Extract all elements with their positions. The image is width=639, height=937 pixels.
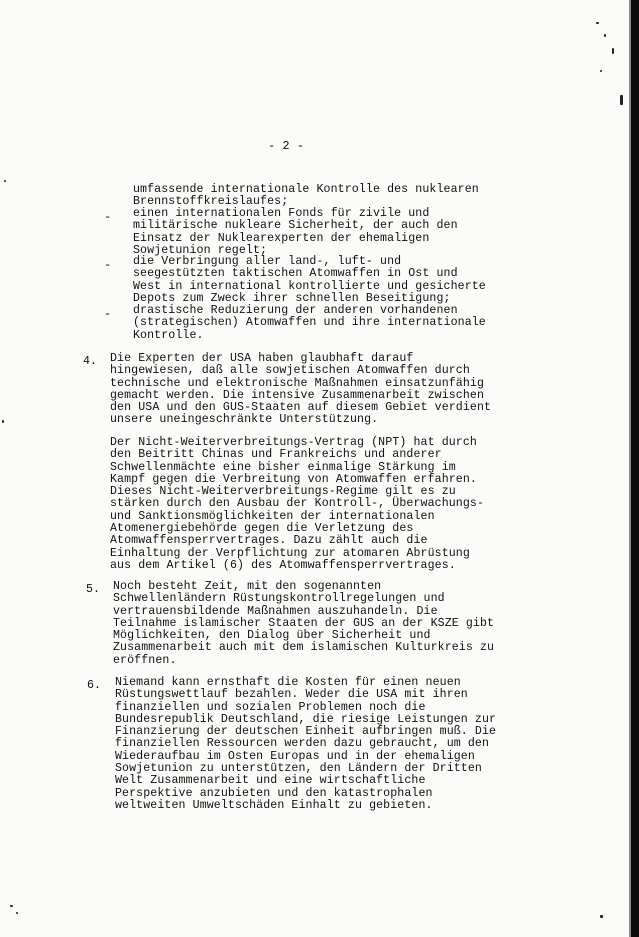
text-line: Einsatz der Nuklearexperten der ehemaligen bbox=[133, 231, 430, 245]
text-line: den USA und den GUS-Staaten auf diesem Gebiet verdient bbox=[110, 401, 492, 415]
bullet-marker: - bbox=[104, 258, 112, 272]
bullet-marker: - bbox=[104, 307, 112, 321]
text-line: drastische Reduzierung der anderen vorhandenen bbox=[133, 304, 458, 317]
text-line: Depots zum Zweck ihrer schnellen Beseitigung; bbox=[133, 291, 451, 305]
text-line: Einhaltung der Verpflichtung zur atomaren Abrüstung bbox=[110, 546, 470, 560]
scan-speck bbox=[600, 915, 603, 918]
text-line: Schwellenmächte eine bisher einmalige Stärkung im bbox=[110, 460, 456, 474]
bullet-item bbox=[133, 256, 486, 305]
text-line: Dieses Nicht-Weiterverbreitungs-Regime gilt es zu bbox=[110, 485, 456, 499]
text-line: umfassende internationale Kontrolle des nuklearen bbox=[133, 183, 479, 196]
scan-speck bbox=[612, 48, 614, 54]
text-line: hingewiesen, daß alle sowjetischen Atomwaffen durch bbox=[110, 364, 470, 378]
section-paragraph bbox=[113, 581, 494, 667]
section-number: 4. bbox=[83, 355, 97, 368]
text-line: Die Experten der USA haben glaubhaft darauf bbox=[110, 352, 414, 365]
scan-speck bbox=[16, 912, 18, 914]
text-line: weltweiten Umweltschäden Einhalt zu gebieten. bbox=[115, 798, 433, 812]
text-line: Sowjetunion zu unterstützen, den Ländern der Dritten bbox=[115, 762, 482, 776]
text-line: Finanzierung der deutschen Einheit aufbringen muß. Die bbox=[115, 725, 497, 739]
text-line: eröffnen. bbox=[113, 653, 177, 667]
text-line: Zusammenarbeit auch mit dem islamischen Kulturkreis zu bbox=[113, 641, 495, 655]
text-line: technische und elektronische Maßnahmen einsatzunfähig bbox=[110, 376, 485, 390]
text-line: Möglichkeiten, den Dialog über Sicherheit und bbox=[113, 629, 431, 643]
bullet-item bbox=[133, 305, 486, 342]
list-continuation bbox=[133, 184, 479, 209]
text-line: aus dem Artikel (6) des Atomwaffensperrvertrages. bbox=[110, 558, 456, 572]
text-line: Brennstoffkreislaufes; bbox=[133, 195, 289, 209]
text-line: einen internationalen Fonds für zivile und bbox=[133, 207, 430, 220]
scan-speck bbox=[620, 95, 623, 105]
text-line: Welt Zusammenarbeit und eine wirtschaftliche bbox=[115, 774, 426, 788]
text-line: Niemand kann ernsthaft die Kosten für einen neuen bbox=[115, 676, 461, 689]
text-line: Perspektive anzubieten und den katastrophalen bbox=[115, 786, 433, 800]
scan-speck bbox=[600, 70, 602, 72]
text-line: seegestützten taktischen Atomwaffen in Ost und bbox=[133, 267, 458, 281]
text-line: Kontrolle. bbox=[133, 328, 204, 342]
section-number: 6. bbox=[87, 679, 101, 692]
text-line: gemacht werden. Die intensive Zusammenarbeit zwischen bbox=[110, 388, 485, 402]
scan-speck bbox=[596, 22, 599, 24]
section-paragraph bbox=[110, 353, 491, 427]
text-line: Schwellenländern Rüstungskontrollregelungen und bbox=[113, 592, 445, 606]
text-line: und Sanktionsmöglichkeiten der internationalen bbox=[110, 509, 435, 523]
section-number: 5. bbox=[86, 583, 100, 596]
text-line: Sowjetunion regelt; bbox=[133, 243, 268, 257]
bullet-marker: - bbox=[104, 210, 112, 224]
text-line: stärken durch den Ausbau der Kontroll-, Überwachungs- bbox=[110, 497, 485, 511]
text-line: Wiederaufbau im Osten Europas und in der ehemaligen bbox=[115, 749, 475, 763]
text-line: Rüstungswettlauf bezahlen. Weder die USA mit ihren bbox=[115, 688, 468, 702]
text-line: vertrauensbildende Maßnahmen auszuhandeln. Die bbox=[113, 604, 438, 618]
section-paragraph bbox=[115, 677, 496, 812]
text-line: finanziellen Ressourcen werden dazu gebraucht, um den bbox=[115, 737, 490, 751]
scan-speck bbox=[4, 180, 6, 182]
scan-speck bbox=[2, 420, 4, 423]
text-line: militärische nukleare Sicherheit, der auch den bbox=[133, 219, 458, 233]
text-line: Bundesrepublik Deutschland, die riesige Leistungen zur bbox=[115, 712, 497, 726]
text-line: den Beitritt Chinas und Frankreichs und anderer bbox=[110, 448, 442, 462]
text-line: unsere uneingeschränkte Unterstützung. bbox=[110, 413, 379, 427]
scan-edge bbox=[631, 0, 639, 937]
section-paragraph bbox=[110, 437, 484, 572]
text-line: West in international kontrollierte und gesicherte bbox=[133, 279, 486, 293]
text-line: (strategischen) Atomwaffen und ihre internationale bbox=[133, 316, 486, 330]
text-line: Kampf gegen die Verbreitung von Atomwaffen erfahren. bbox=[110, 472, 477, 486]
text-line: Noch besteht Zeit, mit den sogenannten bbox=[113, 580, 382, 593]
text-line: Teilnahme islamischer Staaten der GUS an der KSZE gibt bbox=[113, 616, 495, 630]
bullet-item bbox=[133, 208, 458, 257]
text-line: Atomenergiebehörde gegen die Verletzung des bbox=[110, 522, 414, 536]
text-line: Der Nicht-Weiterverbreitungs-Vertrag (NPT) hat durch bbox=[110, 436, 477, 449]
text-line: die Verbringung aller land-, luft- und bbox=[133, 255, 402, 268]
text-line: Atomwaffensperrvertrages. Dazu zählt auch die bbox=[110, 534, 428, 548]
scan-speck bbox=[10, 905, 13, 907]
scan-speck bbox=[604, 34, 606, 37]
text-line: finanziellen und sozialen Problemen noch die bbox=[115, 700, 426, 714]
page-number: - 2 - bbox=[268, 139, 305, 153]
